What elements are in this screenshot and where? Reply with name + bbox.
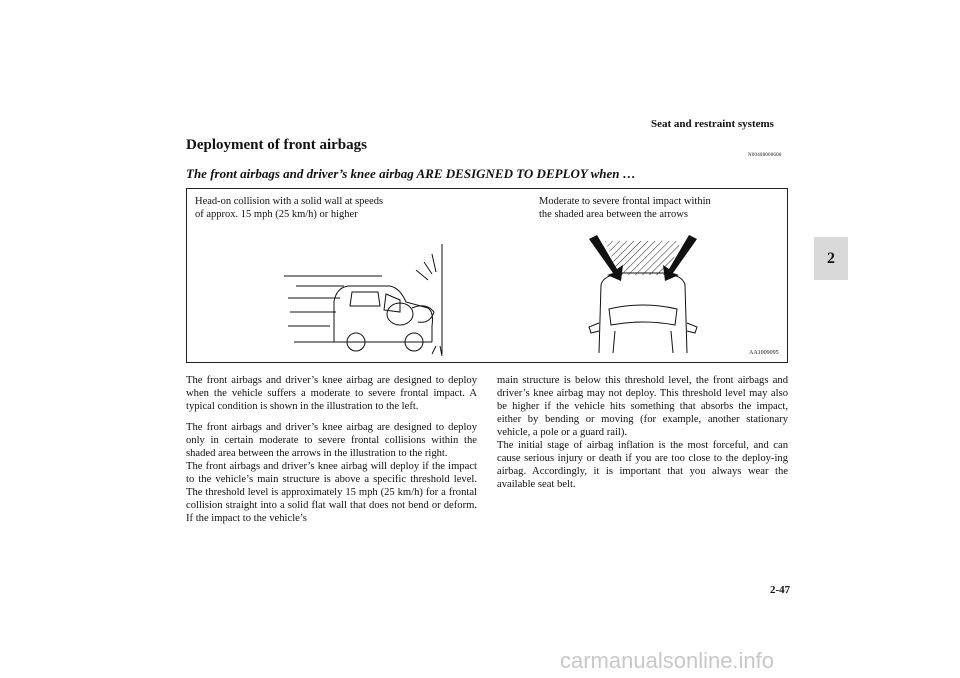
subheading: The front airbags and driver’s knee airbag ARE DESIGNED TO DEPLOY when … [186, 166, 636, 181]
section-title: Seat and restraint systems [651, 118, 774, 130]
body-paragraph: The initial stage of airbag inflation is the most forceful, and can cause serious injury or death if you are too close to the deploy-ing airbag. Accordingly, it is important that you always wear the available seat belt. [497, 440, 788, 490]
page-heading: Deployment of front airbags [186, 137, 367, 153]
body-paragraph: The front airbags and driver’s knee airbag are designed to deploy when the vehicle suffers a moderate to severe frontal impact. A typical condition is shown in the illustration to the left. [186, 375, 477, 412]
body-paragraph: The front airbags and driver’s knee airbag are designed to deploy only in certain moderate to severe frontal collisions within the shaded area between the arrows in the illustration to the right. [186, 422, 477, 459]
shaded-impact-zone-illustration [583, 235, 703, 353]
left-caption-line: Head-on collision with a solid wall at speeds [195, 196, 384, 207]
airbag-illustration-figure [186, 188, 788, 363]
wall-collision-illustration [282, 242, 462, 357]
heading-reference-code: N00408000606 [748, 153, 782, 158]
figure-reference-code: AA1009095 [749, 350, 779, 356]
right-figure-caption [539, 195, 711, 221]
right-caption-line: Moderate to severe frontal impact within [539, 196, 711, 207]
body-paragraph: main structure is below this threshold level, the front airbags and driver’s knee airbag may not deploy. This threshold level may also be higher if the vehicle hits something that absorbs the impact, either by bending or moving (for example, another stationary vehicle, a pole or a guard rail). [497, 375, 788, 438]
site-watermark: carmanualsonline.info [560, 648, 775, 673]
left-caption-line: of approx. 15 mph (25 km/h) or higher [195, 209, 358, 220]
right-caption-line: the shaded area between the arrows [539, 209, 688, 220]
left-figure-caption [195, 195, 383, 221]
chapter-tab: 2 [814, 237, 848, 280]
body-column-right [497, 374, 788, 491]
body-column-left [186, 374, 477, 525]
page-number: 2-47 [770, 584, 791, 596]
body-paragraph: The front airbags and driver’s knee airbag will deploy if the impact to the vehicle’s main structure is above a specific threshold level. The threshold level is approximately 15 mph (25 km/h) for a frontal collision straight into a solid flat wall that does not bend or deform. If the impact to the vehicle’s [186, 461, 477, 524]
